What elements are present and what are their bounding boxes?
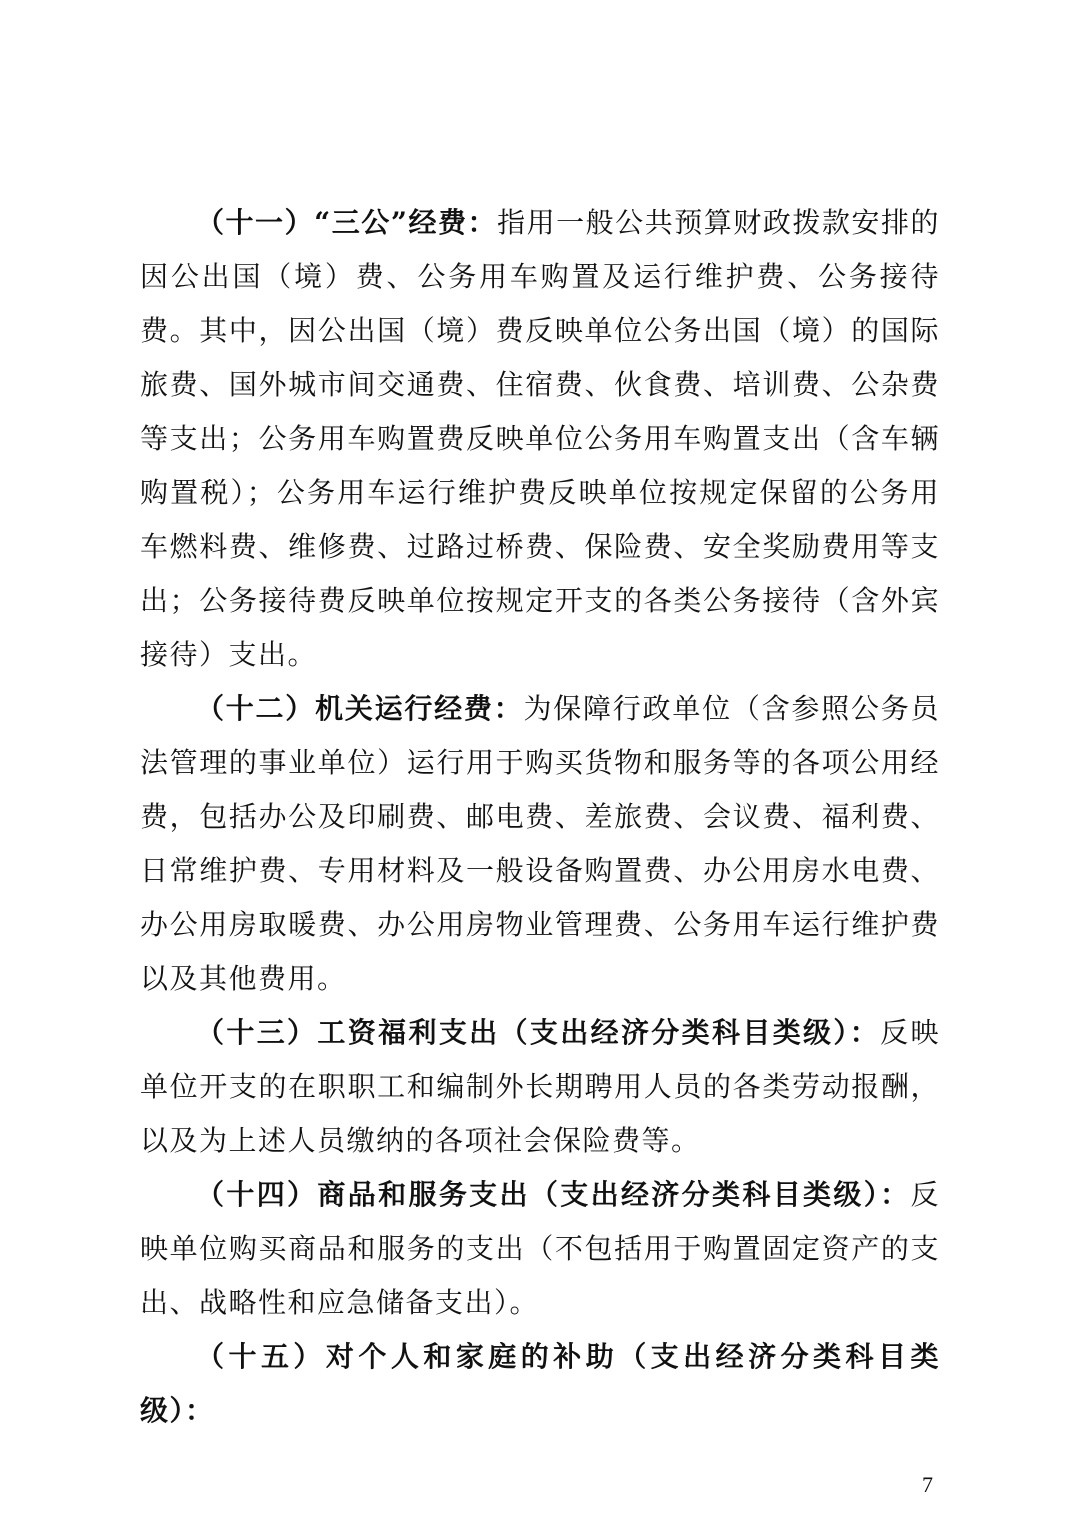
paragraph-heading: （十五）对个人和家庭的补助（支出经济分类科目类级）： <box>140 1340 940 1427</box>
paragraph-goods-services <box>140 1168 940 1330</box>
paragraph-text: 反映单位开支的在职职工和编制外长期聘用人员的各类劳动报酬，以及为上述人员缴纳的各项社会保险费等。 <box>140 1016 940 1157</box>
paragraph-agency-operating-expenses <box>140 682 940 1006</box>
document-body <box>140 196 940 1438</box>
paragraph-text: 为保障行政单位（含参照公务员法管理的事业单位）运行用于购买货物和服务等的各项公用经费，包括办公及印刷费、邮电费、差旅费、会议费、福利费、日常维护费、专用材料及一般设备购置费、办公用房水电费、办公用房取暖费、办公用房物业管理费、公务用车运行维护费以及其他费用。 <box>140 692 940 995</box>
paragraph-heading: （十二）机关运行经费： <box>196 692 524 725</box>
paragraph-wages-welfare <box>140 1006 940 1168</box>
paragraph-heading: （十一）“三公”经费： <box>196 206 498 239</box>
paragraph-text: 反映单位购买商品和服务的支出（不包括用于购置固定资产的支出、战略性和应急储备支出）。 <box>140 1178 940 1319</box>
paragraph-text: 指用一般公共预算财政拨款安排的因公出国（境）费、公务用车购置及运行维护费、公务接待费。其中，因公出国（境）费反映单位公务出国（境）的国际旅费、国外城市间交通费、住宿费、伙食费、培训费、公杂费等支出；公务用车购置费反映单位公务用车购置支出（含车辆购置税）；公务用车运行维护费反映单位按规定保留的公务用车燃料费、维修费、过路过桥费、保险费、安全奖励费用等支出；公务接待费反映单位按规定开支的各类公务接待（含外宾接待）支出。 <box>140 206 940 671</box>
paragraph-heading: （十三）工资福利支出（支出经济分类科目类级）： <box>196 1016 881 1049</box>
paragraph-household-subsidies <box>140 1330 940 1438</box>
page-number: 7 <box>922 1472 933 1497</box>
paragraph-heading: （十四）商品和服务支出（支出经济分类科目类级）： <box>196 1178 911 1211</box>
paragraph-3-public-expenses <box>140 196 940 682</box>
